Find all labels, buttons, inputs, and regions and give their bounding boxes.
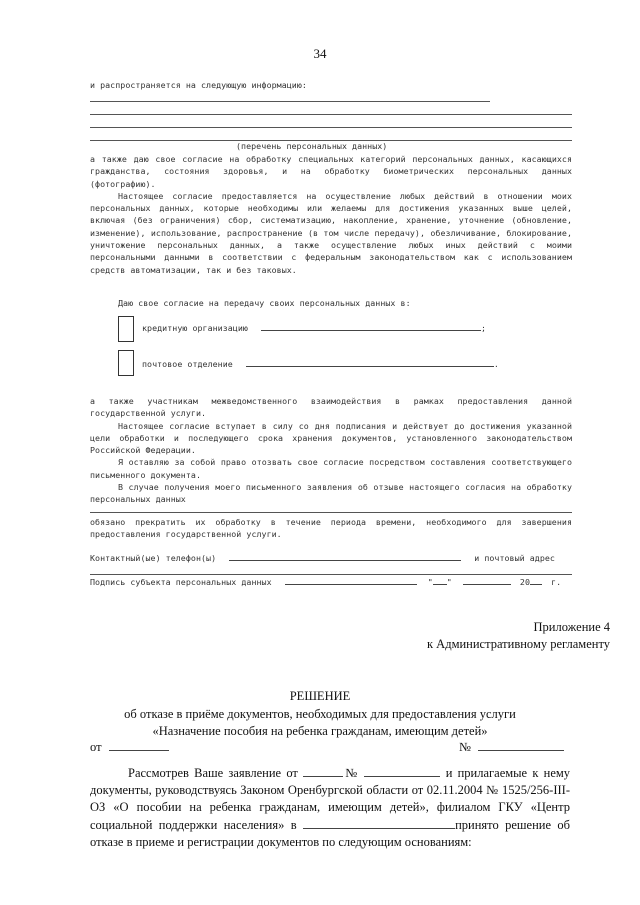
blank-line bbox=[90, 114, 572, 115]
credit-org-label: кредитную организацию bbox=[142, 323, 248, 333]
revoke-right-paragraph: Я оставляю за собой право отозвать свое согласие посредством составления соответствующего письменного документа. bbox=[90, 457, 572, 480]
date-quote-open: " bbox=[427, 577, 433, 587]
blank-line bbox=[90, 101, 490, 102]
post-office-option: почтовое отделение . bbox=[142, 359, 499, 369]
consent-intro: и распространяется на следующую информацию: bbox=[90, 80, 307, 90]
decision-body bbox=[90, 765, 570, 851]
revoke-case-paragraph: В случае получения моего письменного заявления об отзыве настоящего согласия на обработку персональных данных bbox=[90, 482, 572, 505]
number-label: № bbox=[459, 740, 471, 754]
decision-date-field[interactable] bbox=[109, 740, 169, 751]
branch-name-field[interactable] bbox=[303, 818, 455, 829]
year-suffix: г. bbox=[551, 577, 562, 587]
credit-org-option: кредитную организацию ; bbox=[142, 323, 487, 333]
appendix-reference: к Административному регламенту bbox=[426, 637, 610, 651]
decision-number-field[interactable] bbox=[478, 740, 564, 751]
date-day-field[interactable] bbox=[433, 576, 447, 585]
consent-paragraphs bbox=[90, 153, 572, 276]
validity-paragraph: Настоящее согласие вступает в силу со дня подписания и действует до достижения указанной цели обработки и последующего срока хранения документов, установленного законодательством Российской Федерации. bbox=[90, 420, 572, 456]
special-categories-paragraph: а также даю свое согласие на обработку специальных категорий персональных данных, касающихся гражданства, состояния здоровья, и на обработку биометрических персональных данных (фотографию). bbox=[90, 154, 572, 189]
decision-subtitle-2: «Назначение пособия на ребенка гражданам, имеющим детей» bbox=[152, 724, 488, 738]
post-office-field[interactable] bbox=[246, 358, 494, 367]
participants-paragraph: а также участникам межведомственного взаимодействия в рамках предоставления данной государственной услуги. bbox=[90, 396, 572, 419]
credit-org-field[interactable] bbox=[261, 322, 481, 331]
obliged-paragraph: обязано прекратить их обработку в течение периода времени, необходимого для завершения предоставления государственной услуги. bbox=[90, 517, 572, 540]
signature-field[interactable] bbox=[285, 576, 417, 585]
body-part-1: Рассмотрев Ваше заявление от bbox=[128, 766, 298, 780]
signature-label: Подпись субъекта персональных данных bbox=[90, 577, 272, 587]
body-part-4: принято решение об отказе в приеме и регистрации документов по следующим основаниям: bbox=[90, 817, 571, 849]
contact-phone-field[interactable] bbox=[229, 552, 461, 561]
post-office-checkbox[interactable] bbox=[118, 350, 134, 376]
transfer-intro: Даю свое согласие на передачу своих персональных данных в: bbox=[118, 298, 411, 308]
decision-title: РЕШЕНИЕ bbox=[289, 689, 351, 703]
page-number: 34 bbox=[313, 46, 327, 61]
date-quote-close: " bbox=[446, 577, 452, 587]
decision-body-text bbox=[90, 765, 570, 851]
contact-row bbox=[90, 552, 555, 563]
body-part-2: № bbox=[343, 766, 360, 780]
signature-row bbox=[90, 576, 561, 587]
application-number-field[interactable] bbox=[364, 766, 440, 777]
postal-label: и почтовый адрес bbox=[474, 553, 555, 563]
decision-number-row bbox=[459, 740, 564, 755]
decision-subtitle-1: об отказе в приёме документов, необходимых для предоставления услуги bbox=[124, 707, 516, 721]
date-year-field[interactable] bbox=[530, 576, 542, 585]
list-caption: (перечень персональных данных) bbox=[236, 141, 388, 151]
application-date-field[interactable] bbox=[303, 766, 343, 777]
after-options-paragraphs bbox=[90, 395, 572, 506]
credit-org-checkbox[interactable] bbox=[118, 316, 134, 342]
date-month-field[interactable] bbox=[463, 576, 511, 585]
postal-address-line bbox=[90, 574, 572, 575]
blank-line bbox=[90, 127, 572, 128]
from-label: от bbox=[90, 740, 102, 754]
actions-paragraph: Настоящее согласие предоставляется на осуществление любых действий в отношении моих персональных данных, которые необходимы или желаемы для достижения указанных выше целей, включая (без ограничения) сбор, систематизацию, накопление, хранение, уточнение (обновление, изменение), использование, распространение (в том числе передачу), обезличивание, блокирование, уничтожение персональных данных, а также осуществление любых иных действий с моими персональными данными в соответствии с федеральным законодательством как с использованием средств автоматизации, так и без таковых. bbox=[90, 190, 572, 275]
body-part-3: и прилагаемые к нему документы, руководствуясь Законом Оренбургской области от 02.11.2004 № 1525/256-III-ОЗ «О пособии на ребенка гражданам, имеющим детей», филиалом ГКУ «Центр социальной поддержки населения» в bbox=[90, 766, 571, 832]
post-office-label: почтовое отделение bbox=[142, 359, 233, 369]
year-prefix: 20 bbox=[519, 577, 530, 587]
decision-date-row bbox=[90, 740, 169, 755]
operator-line bbox=[90, 512, 572, 513]
contact-label: Контактный(ые) телефон(ы) bbox=[90, 553, 217, 563]
appendix-number: Приложение 4 bbox=[533, 620, 610, 634]
